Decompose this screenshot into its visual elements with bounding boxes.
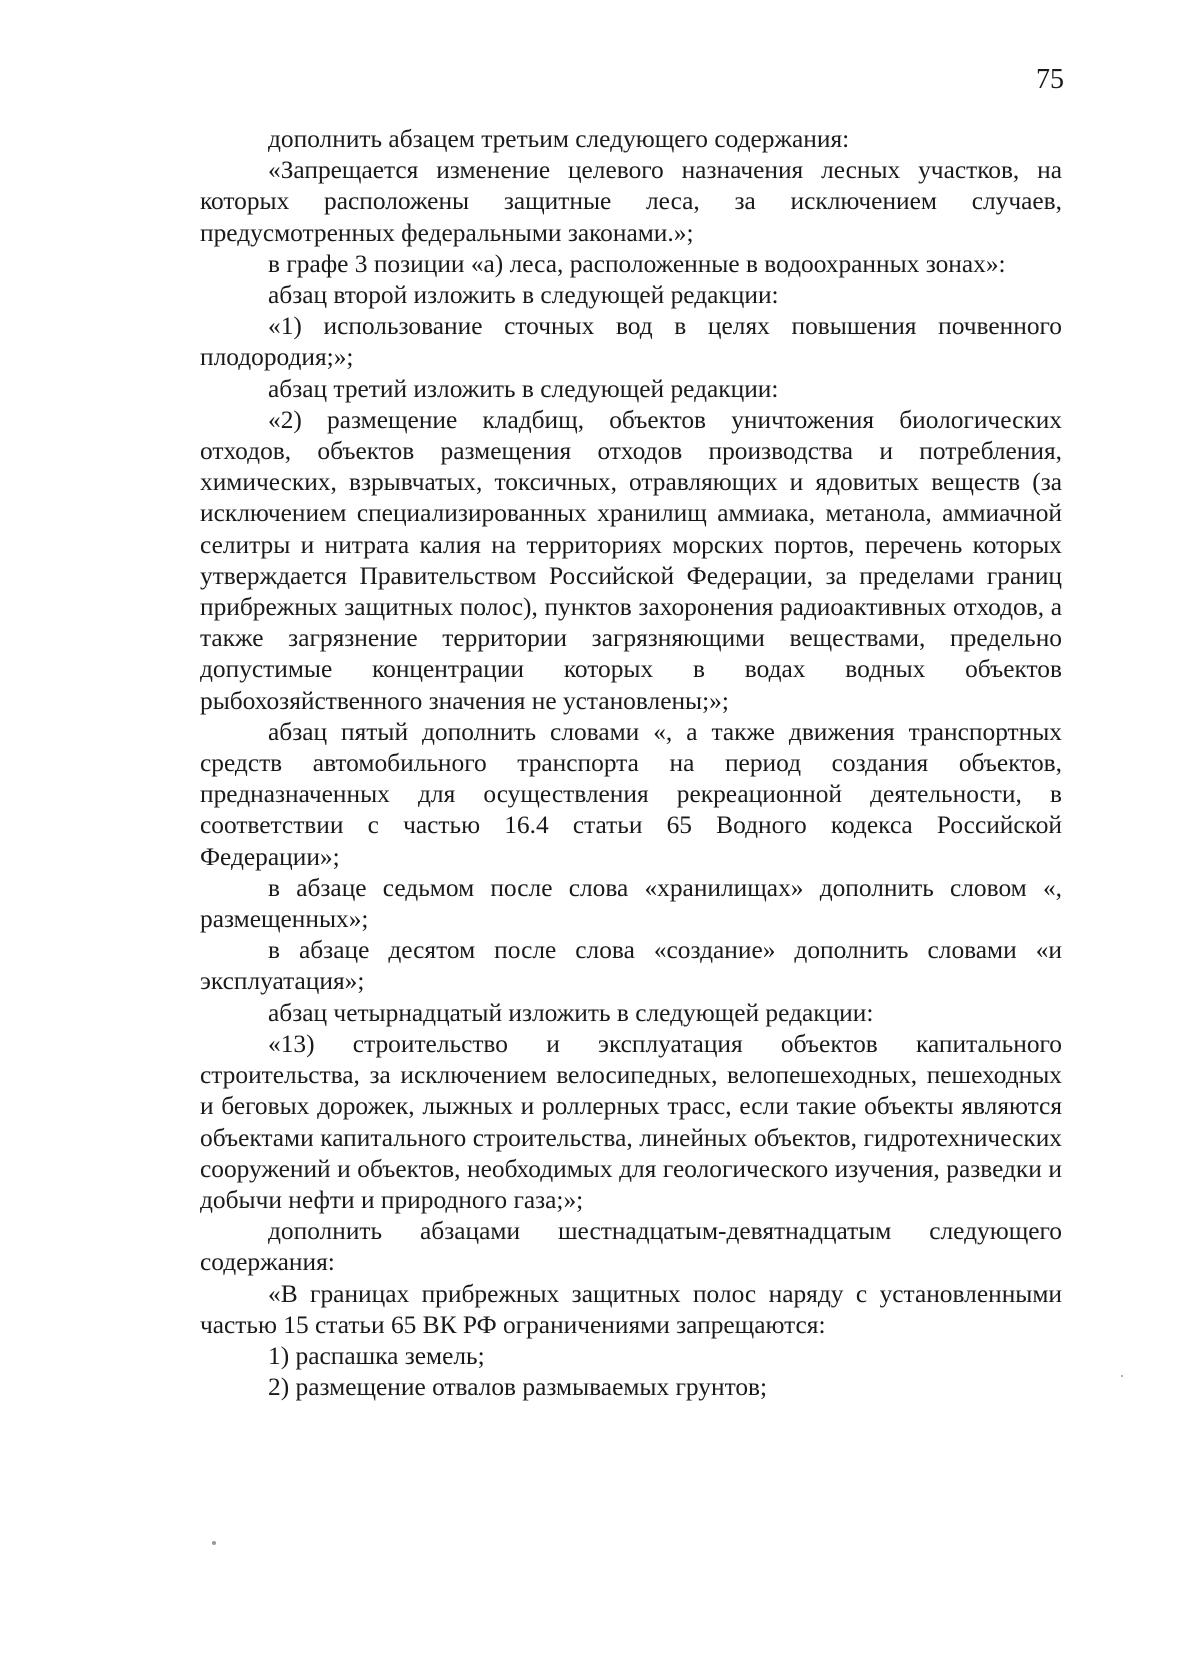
paragraph-16: 2) размещение отвалов размываемых грунтов; bbox=[268, 1373, 768, 1402]
scan-speck bbox=[1121, 1375, 1123, 1377]
paragraph-2: «Запрещается изменение целевого назначения лесных участков, на которых расположены защитные леса, за исключением случаев, предусмотренных федеральными законами.»; bbox=[200, 156, 1062, 247]
document-body bbox=[200, 124, 1062, 1403]
paragraph-9: в абзаце седьмом после слова «хранилищах» дополнить словом «, размещенных»; bbox=[200, 873, 1062, 934]
paragraph-6: абзац третий изложить в следующей редакции: bbox=[268, 374, 779, 403]
paragraph-5: «1) использование сточных вод в целях повышения почвенного плодородия;»; bbox=[200, 312, 1062, 372]
paragraph-14: «В границах прибрежных защитных полос наряду с установленными частью 15 статьи 65 ВК РФ ограничениями запрещаются: bbox=[200, 1279, 1062, 1339]
paragraph-8: абзац пятый дополнить словами «, а также движения транспортных средств автомобильного транспорта на период создания объектов, предназначенных для осуществления рекреационной деятельности, в соответствии с частью 16.4 статьи 65 Водного кодекса Российской Федерации»; bbox=[200, 717, 1062, 871]
paragraph-12: «13) строительство и эксплуатация объектов капитального строительства, за исключением велосипедных, велопешеходных, пешеходных и беговых дорожек, лыжных и роллерных трасс, если такие объекты являются объектами капитального строительства, линейных объектов, гидротехнических сооружений и объектов, необходимых для геологического изучения, разведки и добычи нефти и природного газа;»; bbox=[200, 1029, 1062, 1214]
paragraph-7: «2) размещение кладбищ, объектов уничтожения биологических отходов, объектов размещения отходов производства и потребления, химических, взрывчатых, токсичных, отравляющих и ядовитых веществ (за исключением специализированных хранилищ аммиака, метанола, аммиачной селитры и нитрата калия на территориях морских портов, перечень которых утверждается Правительством Российской Федерации, за пределами границ прибрежных защитных полос), пунктов захоронения радиоактивных отходов, а также загрязнение территории загрязняющими веществами, предельно допустимые концентрации которых в водах водных объектов рыбохозяйственного значения не установлены;»; bbox=[200, 405, 1062, 715]
paragraph-15: 1) распашка земель; bbox=[268, 1341, 485, 1370]
paragraph-1: дополнить абзацем третьим следующего содержания: bbox=[268, 125, 850, 153]
paragraph-13: дополнить абзацами шестнадцатым-девятнадцатым следующего содержания: bbox=[200, 1217, 1062, 1277]
scan-speck bbox=[212, 1541, 216, 1545]
page-number: 75 bbox=[1036, 64, 1064, 95]
paragraph-4: абзац второй изложить в следующей редакции: bbox=[268, 281, 779, 310]
paragraph-11: абзац четырнадцатый изложить в следующей редакции: bbox=[268, 998, 874, 1027]
paragraph-3: в графе 3 позиции «а) леса, расположенные в водоохранных зонах»: bbox=[268, 249, 1006, 278]
paragraph-10: в абзаце десятом после слова «создание» дополнить словами «и эксплуатация»; bbox=[200, 936, 1062, 996]
